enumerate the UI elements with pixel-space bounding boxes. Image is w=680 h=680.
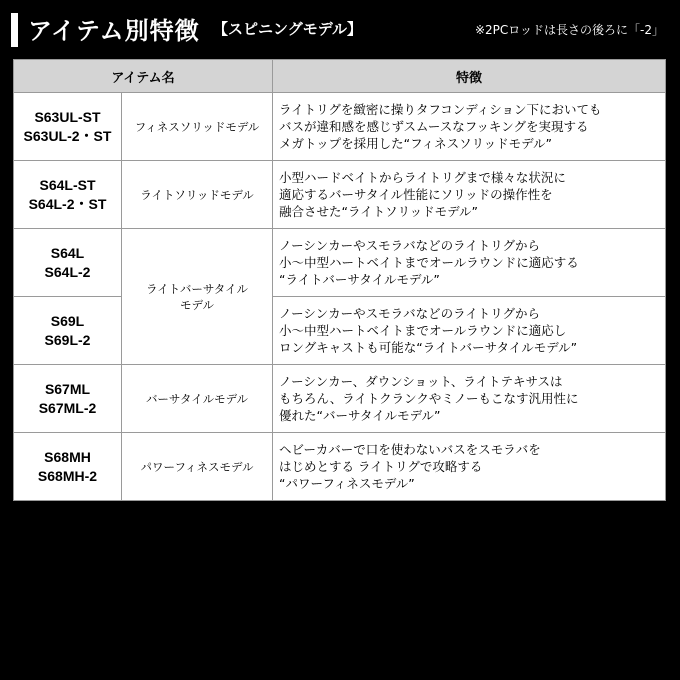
model-name: S68MH-2 (37, 467, 98, 484)
feature-cell (273, 161, 666, 229)
table-row (14, 161, 666, 229)
model-cell (14, 365, 122, 433)
feature-line: 小型ハードベイトからライトリグまで様々な状況に (279, 170, 566, 185)
feature-line: “パワーフィネスモデル” (279, 476, 415, 491)
feature-cell (273, 433, 666, 501)
type-cell (122, 365, 273, 433)
feature-line: ライトリグを緻密に操りタフコンディション下においても (279, 102, 602, 117)
feature-cell (273, 297, 666, 365)
type-label: ライトソリッドモデル (140, 187, 254, 202)
type-label: モデル (180, 297, 214, 312)
spec-table (13, 59, 666, 501)
model-name: S69L-2 (44, 331, 91, 348)
feature-line: 適応するバーサタイル性能にソリッドの操作性を (279, 187, 553, 202)
model-cell (14, 297, 122, 365)
model-name: S63UL-2・ST (23, 127, 112, 144)
model-cell (14, 93, 122, 161)
feature-line: 小～中型ハートベイトまでオールラウンドに適応する (279, 255, 579, 270)
type-label: バーサタイルモデル (145, 391, 249, 406)
feature-line: ノーシンカーやスモラバなどのライトリグから (279, 306, 540, 321)
two-piece-note: ※2PCロッドは長さの後ろに「-2」 (474, 23, 664, 37)
feature-header: 特徴 (273, 60, 666, 93)
feature-cell (273, 229, 666, 297)
model-cell (14, 161, 122, 229)
table-header-row (14, 60, 666, 93)
feature-line: ロングキャストも可能な“ライトバーサタイルモデル” (279, 340, 578, 355)
table-row (14, 229, 666, 297)
feature-line: 小～中型ハートベイトまでオールラウンドに適応し (279, 323, 567, 338)
model-name: S68MH (44, 448, 91, 465)
type-label: パワーフィネスモデル (140, 459, 254, 474)
model-cell (14, 229, 122, 297)
feature-line: “ライトバーサタイルモデル” (279, 272, 440, 287)
table-row (14, 93, 666, 161)
model-name: S64L-2・ST (28, 195, 107, 212)
feature-line: バスが違和感を感じずスムースなフッキングを実現する (279, 119, 589, 134)
feature-line: 優れた“バーサタイルモデル” (279, 408, 441, 423)
page-title: アイテム別特徴 (28, 17, 200, 45)
type-cell (122, 93, 273, 161)
model-name: S64L (50, 244, 85, 261)
model-name: S64L-2 (44, 263, 91, 280)
type-label: フィネスソリッドモデル (134, 119, 260, 134)
feature-line: メガトップを採用した“フィネスソリッドモデル” (279, 136, 552, 151)
model-name: S63UL-ST (34, 108, 101, 125)
header (0, 0, 680, 56)
feature-line: ノーシンカー、ダウンショット、ライトテキサスは (279, 374, 563, 389)
section-subtitle: 【スピニングモデル】 (213, 20, 362, 38)
table-row (14, 433, 666, 501)
model-name: S64L-ST (39, 176, 96, 193)
table-row (14, 297, 666, 365)
type-cell (122, 229, 273, 365)
model-name: S69L (50, 312, 85, 329)
model-name: S67ML (44, 380, 91, 397)
type-label: ライトバーサタイル (145, 281, 249, 296)
feature-line: 融合させた“ライトソリッドモデル” (279, 204, 478, 219)
feature-line: はじめとする ライトリグで攻略する (279, 459, 483, 474)
model-name: S67ML-2 (38, 399, 97, 416)
feature-cell (273, 93, 666, 161)
item-name-header: アイテム名 (14, 60, 273, 93)
feature-cell (273, 365, 666, 433)
title-accent-bar (11, 13, 18, 47)
feature-line: ノーシンカーやスモラバなどのライトリグから (279, 238, 540, 253)
table-row (14, 365, 666, 433)
type-cell (122, 161, 273, 229)
feature-line: もちろん、ライトクランクやミノーもこなす汎用性に (279, 391, 579, 406)
feature-line: ヘビーカバーで口を使わないバスをスモラバを (279, 442, 541, 457)
type-cell (122, 433, 273, 501)
model-cell (14, 433, 122, 501)
